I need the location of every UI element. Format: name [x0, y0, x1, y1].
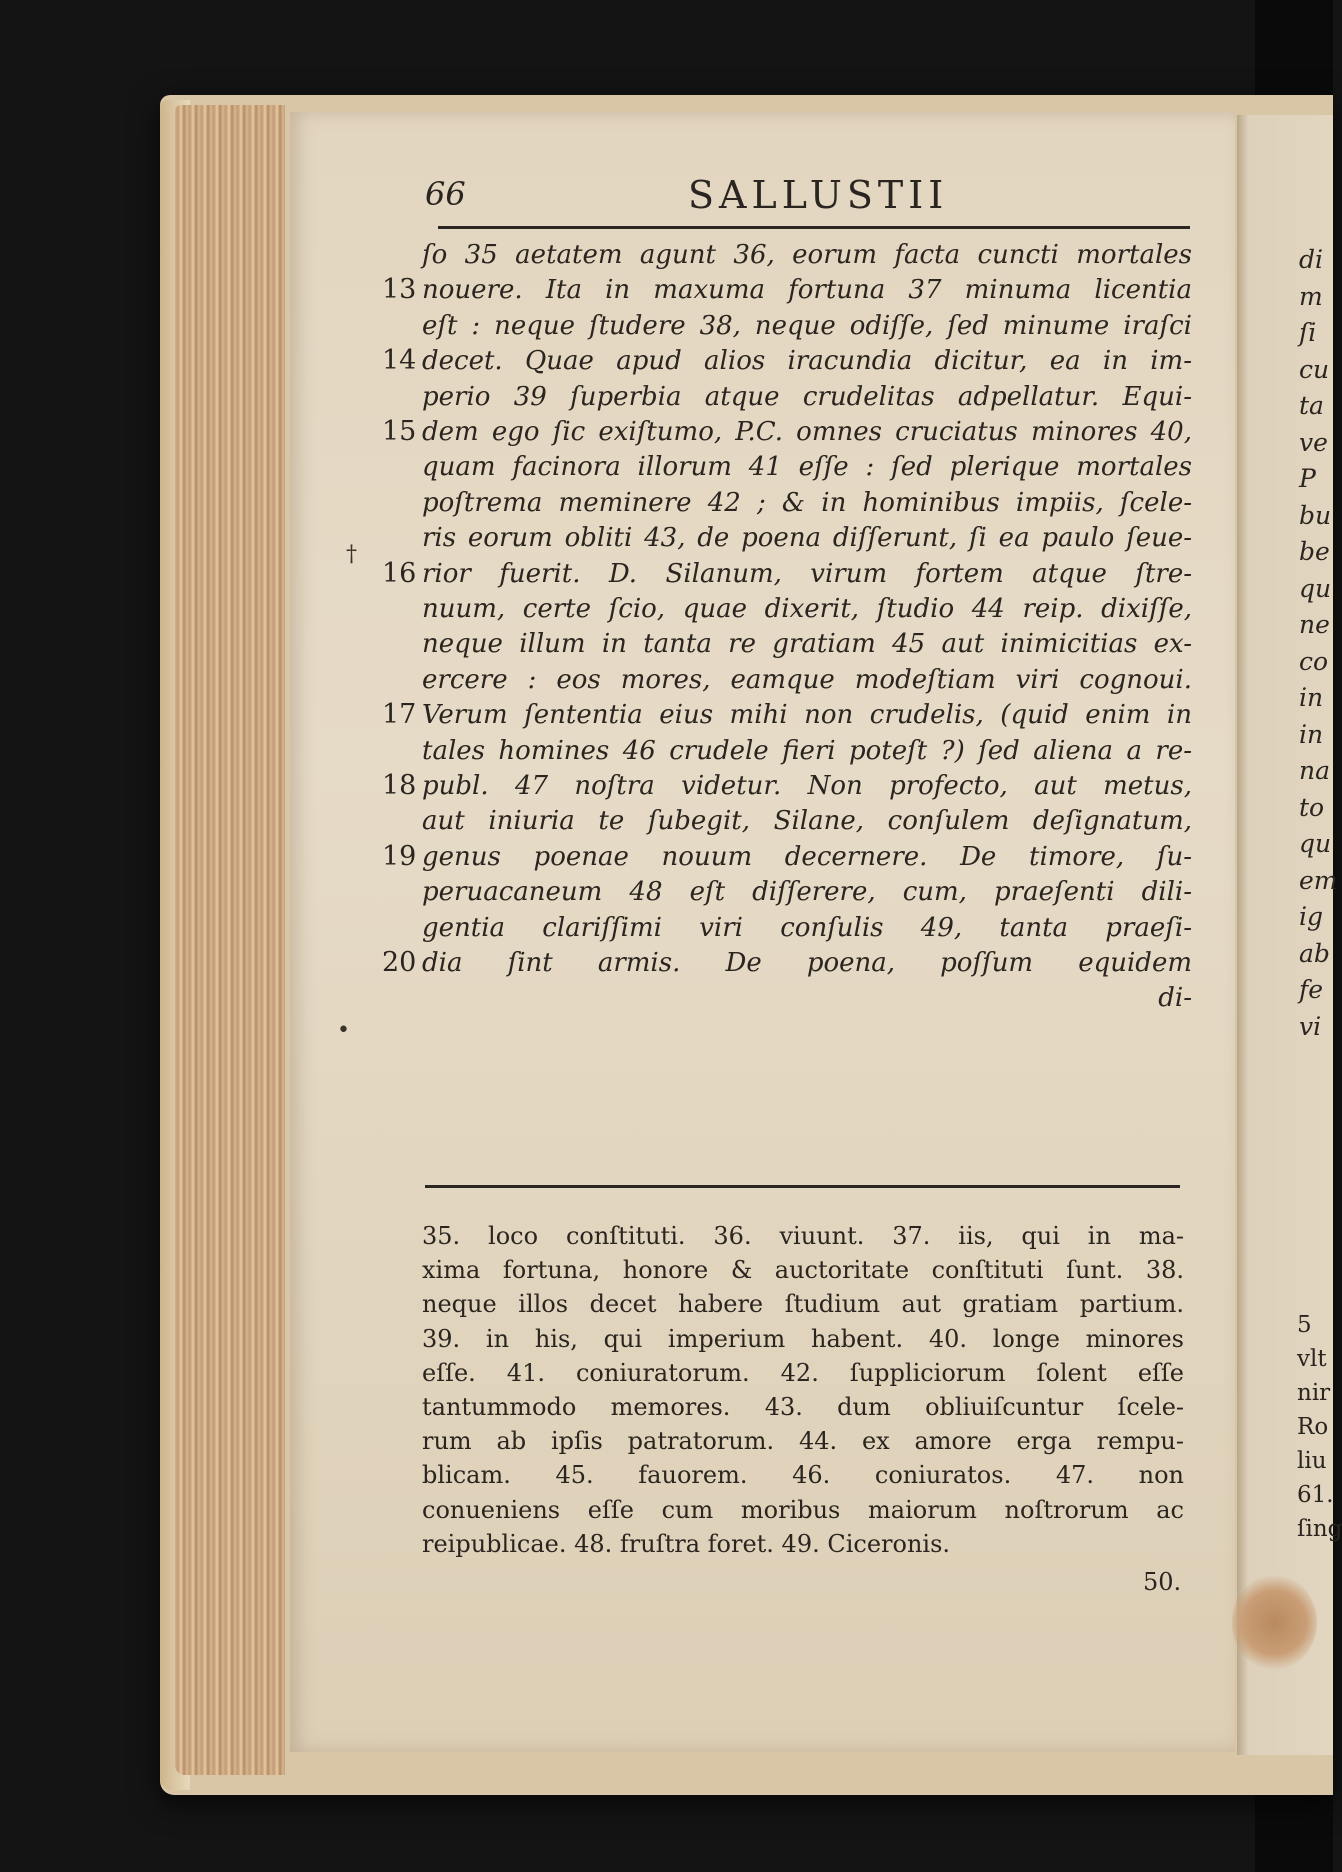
text-line: dia ſint armis. De poena, poſſum equidem: [422, 948, 1192, 978]
next-page-word: di: [1299, 245, 1323, 274]
next-page-word: ve: [1299, 427, 1328, 457]
text-line: tales homines 46 crudele fieri poteſt ?) ſed aliena a re-: [422, 735, 1192, 766]
text-line: Verum ſententia eius mihi non crudelis, (quid enim in: [422, 700, 1192, 731]
section-number: 16: [382, 557, 417, 589]
next-page-word: ne: [1299, 610, 1330, 639]
text-line: nuum, certe ſcio, quae dixerit, ſtudio 44 reip. dixiſſe,: [422, 594, 1192, 624]
text-line: genus poenae nouum decernere. De timore, ſu-: [422, 841, 1192, 872]
next-page-word: ab: [1299, 938, 1330, 968]
next-page-word: vi: [1299, 1011, 1322, 1041]
text-line: aut iniuria te ſubegit, Silane, conſulem deſignatum,: [422, 806, 1192, 837]
next-page-word: be: [1299, 537, 1330, 566]
next-page-word: P: [1299, 464, 1316, 493]
text-line: rior fuerit. D. Silanum, virum fortem atque ſtre-: [422, 558, 1192, 589]
section-number: 20: [382, 947, 417, 978]
next-page-note-word: 5: [1297, 1312, 1312, 1338]
next-page-word: fe: [1299, 975, 1324, 1004]
next-page-word: bu: [1299, 500, 1332, 530]
margin-dagger-mark: †: [346, 542, 357, 567]
next-page-word: m: [1299, 281, 1323, 311]
next-page-word: ſi: [1299, 318, 1317, 347]
section-number: 14: [382, 345, 417, 377]
next-page-word: co: [1299, 646, 1329, 676]
footnote-line: 39. in his, qui imperium habent. 40. longe minores: [422, 1324, 1184, 1353]
footnote-line: xima fortuna, honore & auctoritate conſtituti ſunt. 38.: [422, 1256, 1184, 1285]
next-page-word: em: [1299, 865, 1338, 895]
text-line: gentia clariſſimi viri conſulis 49, tanta praeſi-: [422, 912, 1192, 943]
next-page-word: ig: [1299, 902, 1323, 931]
footnote-line: neque illos decet habere ſtudium aut gratiam partium.: [422, 1290, 1184, 1319]
next-page-note-word: 61.: [1297, 1482, 1334, 1508]
text-line: ſo 35 aetatem agunt 36, eorum facta cuncti mortales: [422, 240, 1192, 270]
text-line: decet. Quae apud alios iracundia dicitur, ea in im-: [422, 346, 1192, 377]
header-rule: [438, 226, 1190, 229]
next-page-word: in: [1299, 719, 1324, 749]
footnote-line: 35. loco conſtituti. 36. viuunt. 37. iis, qui in ma-: [422, 1222, 1184, 1250]
text-line: ris eorum obliti 43, de poena diſſerunt, ſi ea paulo ſeue-: [422, 523, 1192, 554]
footnote-line: eſſe. 41. coniuratorum. 42. ſuppliciorum ſolent eſſe: [422, 1358, 1184, 1387]
next-page-note-word: vlt: [1297, 1346, 1327, 1372]
section-number: 19: [382, 840, 417, 872]
next-page-word: to: [1299, 792, 1325, 822]
text-line: quam facinora illorum 41 eſſe : ſed plerique mortales: [422, 452, 1192, 483]
right-page-fragment: [1237, 115, 1342, 1755]
running-title: SALLUSTII: [688, 173, 949, 217]
margin-dot-mark: •: [337, 1018, 350, 1043]
next-page-note-word: liu: [1297, 1448, 1327, 1474]
footnote-line: reipublicae. 48. fruſtra foret. 49. Ciceronis.: [422, 1529, 951, 1558]
text-line: dem ego ſic exiſtumo, P.C. omnes cruciatus minores 40,: [422, 417, 1192, 447]
page-edges: [175, 105, 285, 1775]
text-line: ercere : eos mores, eamque modeſtiam viri cognoui.: [422, 664, 1192, 695]
text-line: nouere. Ita in maxuma fortuna 37 minuma licentia: [422, 275, 1192, 306]
text-line: neque illum in tanta re gratiam 45 aut inimicitias ex-: [422, 629, 1192, 660]
text-line: eſt : neque ſtudere 38, neque odiſſe, ſed minume iraſci: [422, 310, 1192, 341]
page-number: 66: [425, 175, 466, 213]
text-line: perio 39 ſuperbia atque crudelitas adpellatur. Equi-: [422, 381, 1192, 412]
next-page-word: ta: [1299, 391, 1324, 420]
next-page-word: in: [1299, 683, 1324, 712]
next-page-word: cu: [1299, 354, 1330, 384]
footnote-line: tantummodo memores. 43. dum obliuiſcuntur ſcele-: [422, 1393, 1184, 1421]
text-line: publ. 47 noſtra videtur. Non profecto, aut metus,: [422, 771, 1192, 801]
catchword: 50.: [1143, 1568, 1182, 1596]
page-header: [425, 175, 1195, 223]
text-line: di-: [1158, 983, 1192, 1014]
footnote-line: conueniens eſſe cum moribus maiorum noſtrorum ac: [422, 1495, 1184, 1524]
next-page-word: qu: [1299, 829, 1332, 858]
text-line: peruacaneum 48 eſt diſſerere, cum, praeſenti dili-: [422, 877, 1192, 908]
next-page-note-word: Ro: [1297, 1414, 1329, 1440]
section-number: 17: [382, 699, 417, 731]
section-number: 15: [382, 416, 417, 447]
next-page-note-word: nir: [1297, 1380, 1331, 1406]
next-page-note-word: ſing: [1297, 1516, 1342, 1542]
foxing-stain: [1232, 1575, 1317, 1670]
footnote-line: rum ab ipſis patratorum. 44. ex amore erga rempu-: [422, 1427, 1184, 1456]
section-number: 18: [382, 770, 417, 801]
footnote-line: blicam. 45. fauorem. 46. coniuratos. 47. non: [422, 1461, 1184, 1490]
next-page-word: qu: [1299, 573, 1332, 603]
footnote-rule: [425, 1185, 1180, 1188]
section-number: 13: [382, 274, 417, 306]
text-line: poſtrema meminere 42 ; & in hominibus impiis, ſcele-: [422, 487, 1192, 518]
next-page-word: na: [1299, 756, 1331, 785]
